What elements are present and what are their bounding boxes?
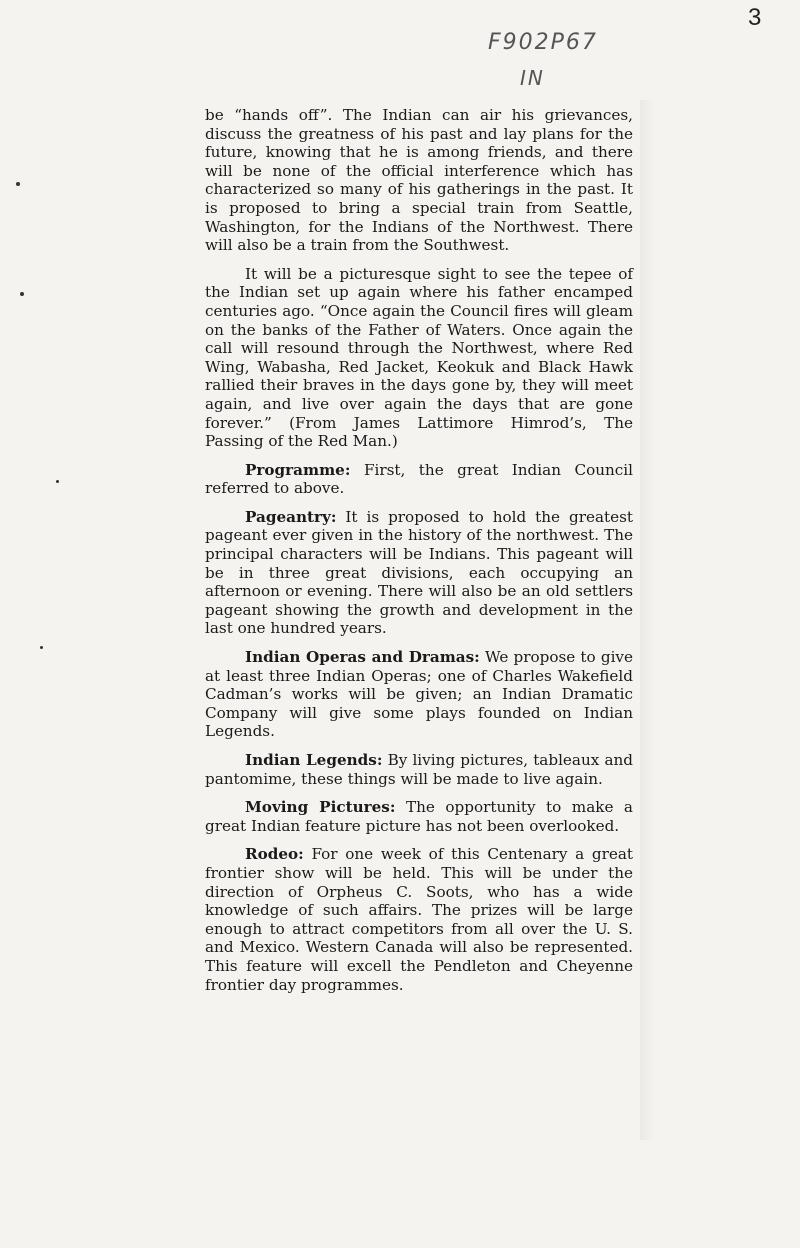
paragraph-text: For one week of this Centenary a great frontier show will be held. This will be under the direction of Orpheus C. Soots, who has a wide knowledge of such affairs. The prizes will be large enough to attract competitors from all over the U. S. and Mexico. Western Canada will also be represented. This feature will excell the Pendleton and Cheyenne frontier day programmes. [205,845,633,994]
paragraph-quote [205,265,633,451]
paragraph-text: The opportunity to make a great Indian feature picture has not been overlooked. [205,798,633,835]
margin-speck [20,292,24,296]
paragraph-rodeo [205,845,633,994]
handwritten-catalog-code: IN [520,66,545,90]
page-number: 3 [748,4,762,31]
handwritten-catalog-number: F902P67 [488,30,598,55]
paragraph-legends [205,751,633,788]
paragraph-heading: Moving Pictures: [245,798,396,817]
paragraph-heading: Programme: [245,460,351,479]
paragraph-heading: Indian Legends: [245,751,383,769]
paragraph-pageantry [205,508,633,638]
margin-speck [56,480,59,483]
paragraph-text: It is proposed to hold the greatest pageant ever given in the history of the northwest. The principal characters will be Indians. This pageant will be in three great divisions, each occupying an afternoon or evening. There will also be an old settlers pageant showing the growth and development in the last one hundred years. [205,507,633,638]
margin-speck [16,182,20,186]
newspaper-clipping [205,106,633,1004]
paragraph-heading: Pageantry: [245,507,337,526]
paragraph-text: We propose to give at least three Indian Operas; one of Charles Wakefield Cadman’s works will be given; an Indian Dramatic Company will give some plays founded on Indian Legends. [205,648,633,741]
margin-speck [40,646,43,649]
paragraph-moving-pictures [205,798,633,835]
paragraph-heading: Rodeo: [245,845,304,864]
paragraph-programme [205,461,633,498]
paragraph-intro [205,106,633,255]
paragraph-text: First, the great Indian Council referred to above. [205,460,634,498]
paragraph-text: be “hands off”. The Indian can air his grievances, discuss the greatness of his past and lay plans for the future, knowing that he is among friends, and there will be none of the official interference which has characterized so many of his gatherings in the past. It is proposed to bring a special train from Seattle, Washington, for the Indians of the Northwest. There will also be a train from the Southwest. [205,106,633,255]
paragraph-operas [205,648,633,741]
paragraph-text: By living pictures, tableaux and pantomime, these things will be made to live again. [205,751,633,788]
clipping-shadow [640,100,656,1140]
paragraph-heading: Indian Operas and Dramas: [245,648,480,667]
paragraph-text: It will be a picturesque sight to see the tepee of the Indian set up again where his father encamped centuries ago. “Once again the Council fires will gleam on the banks of the Father of Waters. Once again the call will resound through the Northwest, where Red Wing, Wabasha, Red Jacket, Keokuk and Black Hawk rallied their braves in the days gone by, they will meet again, and live over again the days that are gone forever.” (From James Lattimore Himrod’s, The Passing of the Red Man.) [205,264,633,451]
